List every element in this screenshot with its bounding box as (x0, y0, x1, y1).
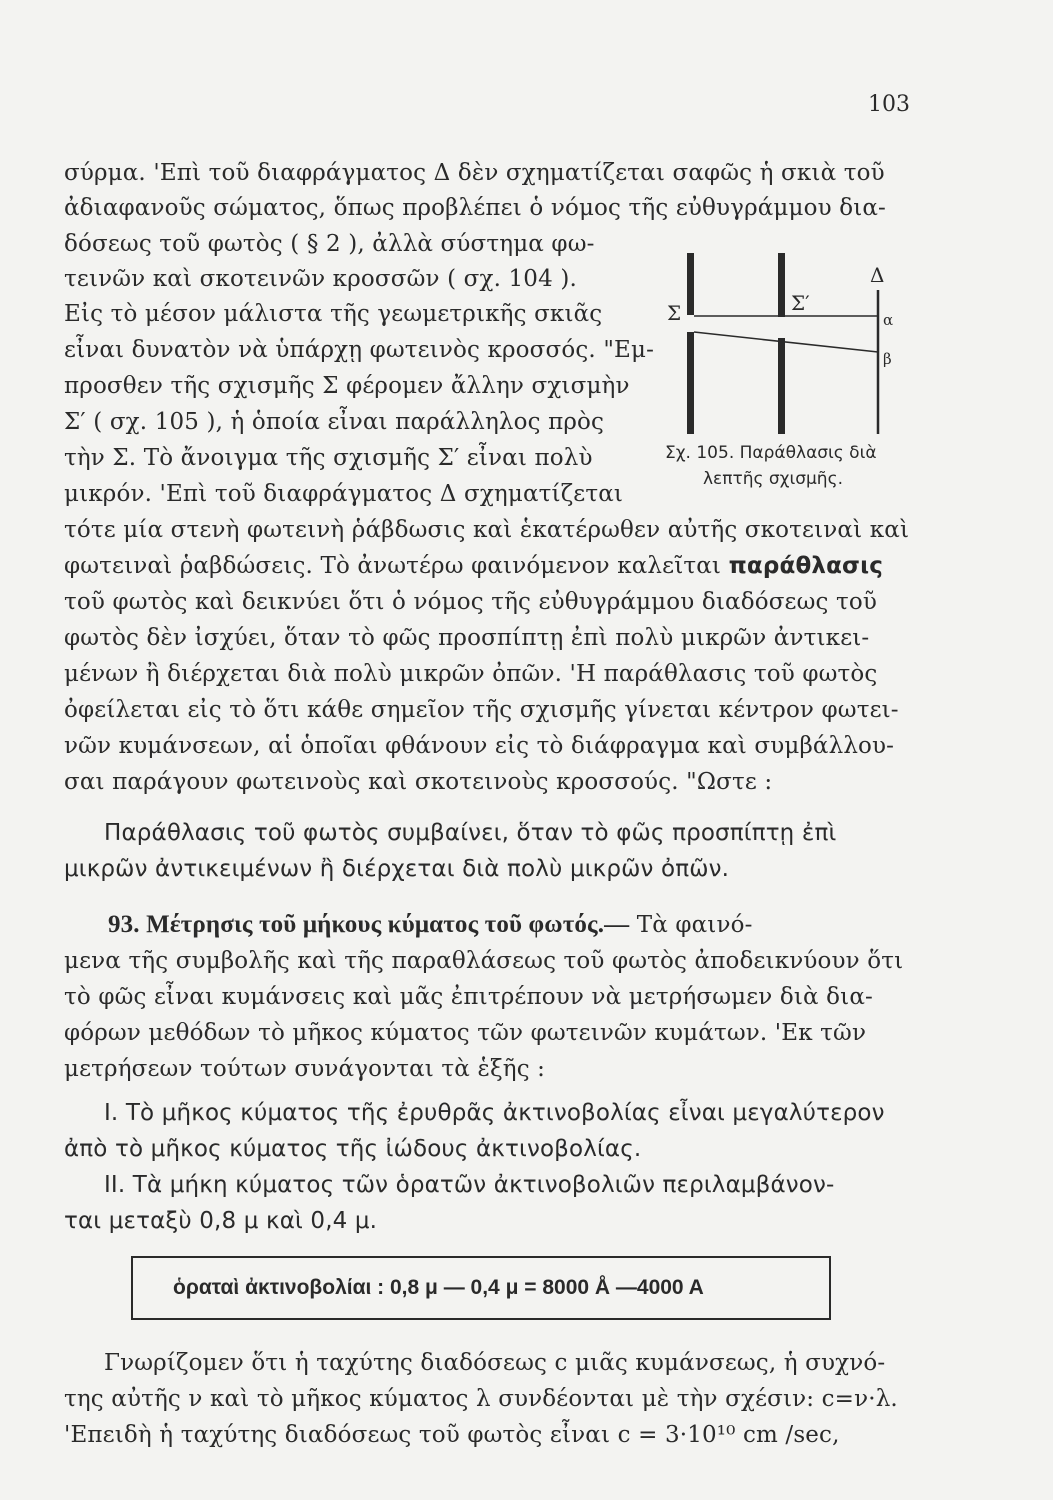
text-line: τὴν Σ. Τὸ ἄνοιγμα τῆς σχισμῆς Σ′ εἶναι πολὺ (64, 445, 593, 471)
text-line: μένων ἢ διέρχεται διὰ πολὺ μικρῶν ὀπῶν. 'Η παράθλασις τοῦ φωτὸς (64, 661, 878, 687)
item-ii-line1: II. Τὰ μήκη κύματος τῶν ὁρατῶν ἀκτινοβολιῶν περιλαμβάνον- (104, 1172, 835, 1198)
text-line: νῶν κυμάνσεων, αἱ ὁποῖαι φθάνουν εἰς τὸ διάφραγμα καὶ συμβάλλου- (64, 733, 895, 759)
label-alpha: α (883, 311, 894, 329)
ray-bottom (694, 332, 878, 352)
text-span: φωτειναὶ ῥαβδώσεις. Τὸ ἀνωτέρω φαινόμενον καλεῖται (64, 553, 729, 579)
text-line: εἶναι δυνατὸν νὰ ὑπάρχῃ φωτεινὸς κροσσός. "Εμ- (64, 337, 655, 363)
slit-sigma-prime-bottom (778, 338, 785, 434)
item-i-line1: I. Τὸ μῆκος κύματος τῆς ἐρυθρᾶς ἀκτινοβολίας εἶναι μεγαλύτερον (104, 1100, 885, 1126)
section-93-first-line (108, 912, 753, 938)
formula-visible-range: ὁραταὶ ἀκτινοβολίαι : 0,8 μ — 0,4 μ = 8000 Å —4000 A (173, 1276, 704, 1299)
text-line: φωτὸς δὲν ἰσχύει, ὅταν τὸ φῶς προσπίπτῃ ἐπὶ πολὺ μικρῶν ἀντικει- (64, 625, 870, 651)
text-line: της αὐτῆς ν καὶ τὸ μῆκος κύματος λ συνδέονται μὲ τὴν σχέσιν: c=ν·λ. (64, 1386, 898, 1412)
figure-105-diagram (660, 250, 905, 445)
figure-caption-line1: Σχ. 105. Παράθλασις διὰ (665, 443, 877, 463)
text-line: Γνωρίζομεν ὅτι ἡ ταχύτης διαδόσεως c μιᾶς κυμάνσεως, ἡ συχνό- (104, 1350, 886, 1376)
slit-sigma-bottom (687, 332, 694, 434)
text-line (64, 553, 883, 579)
text-span: Τὰ φαινό- (629, 912, 753, 938)
term-bold: παράθλασις (728, 553, 884, 579)
formula-box (131, 1256, 831, 1320)
text-line: 'Επειδὴ ἡ ταχύτης διαδόσεως τοῦ φωτὸς εἶναι c = 3·10¹⁰ cm /sec, (64, 1422, 840, 1448)
section-heading: 93. Μέτρησις τοῦ μήκους κύματος τοῦ φωτός.— (108, 911, 630, 938)
text-line: σύρμα. 'Επὶ τοῦ διαφράγματος Δ δὲν σχηματίζεται σαφῶς ἡ σκιὰ τοῦ (64, 160, 885, 186)
text-line: μενα τῆς συμβολῆς καὶ τῆς παραθλάσεως τοῦ φωτὸς ἀποδεικνύουν ὅτι (64, 948, 904, 974)
rule-statement-line2: μικρῶν ἀντικειμένων ἢ διέρχεται διὰ πολὺ μικρῶν ὀπῶν. (64, 856, 730, 882)
text-line: ἀδιαφανοῦς σώματος, ὅπως προβλέπει ὁ νόμος τῆς εὐθυγράμμου δια- (64, 195, 886, 221)
text-line: τὸ φῶς εἶναι κυμάνσεις καὶ μᾶς ἐπιτρέπουν νὰ μετρήσωμεν διὰ δια- (64, 984, 873, 1010)
text-line: μικρόν. 'Επὶ τοῦ διαφράγματος Δ σχηματίζεται (64, 481, 624, 507)
figure-caption-line2: λεπτῆς σχισμῆς. (703, 469, 843, 489)
text-line: τοῦ φωτὸς καὶ δεικνύει ὅτι ὁ νόμος τῆς εὐθυγράμμου διαδόσεως τοῦ (64, 589, 878, 615)
text-line: Εἰς τὸ μέσον μάλιστα τῆς γεωμετρικῆς σκιᾶς (64, 301, 603, 327)
label-sigma: Σ (667, 301, 682, 325)
text-line: Σ′ ( σχ. 105 ), ἡ ὁποία εἶναι παράλληλος πρὸς (64, 409, 605, 435)
text-line: ὀφείλεται εἰς τὸ ὅτι κάθε σημεῖον τῆς σχισμῆς γίνεται κέντρον φωτει- (64, 697, 899, 723)
text-line: σαι παράγουν φωτεινοὺς καὶ σκοτεινοὺς κροσσούς. "Ωστε : (64, 769, 773, 795)
slit-sigma-top (687, 253, 694, 315)
text-line: τεινῶν καὶ σκοτεινῶν κροσσῶν ( σχ. 104 ). (64, 266, 577, 292)
item-i-line2: ἀπὸ τὸ μῆκος κύματος τῆς ἰώδους ἀκτινοβολίας. (64, 1136, 642, 1162)
item-ii-line2: ται μεταξὺ 0,8 μ καὶ 0,4 μ. (64, 1208, 378, 1234)
rule-statement-line1: Παράθλασις τοῦ φωτὸς συμβαίνει, ὅταν τὸ φῶς προσπίπτῃ ἐπὶ (104, 820, 837, 846)
text-line: φόρων μεθόδων τὸ μῆκος κύματος τῶν φωτεινῶν κυμάτων. 'Εκ τῶν (64, 1020, 867, 1046)
text-line: μετρήσεων τούτων συνάγονται τὰ ἑξῆς : (64, 1056, 546, 1082)
label-beta: β (883, 350, 892, 368)
text-line: προσθεν τῆς σχισμῆς Σ φέρομεν ἄλλην σχισμὴν (64, 373, 630, 399)
slit-sigma-prime-top (778, 253, 785, 317)
label-delta: Δ (870, 263, 885, 287)
text-line: δόσεως τοῦ φωτὸς ( § 2 ), ἀλλὰ σύστημα φω- (64, 231, 595, 257)
page-number: 103 (868, 92, 910, 117)
text-line: τότε μία στενὴ φωτεινὴ ῥάβδωσις καὶ ἑκατέρωθεν αὐτῆς σκοτειναὶ καὶ (64, 517, 910, 543)
label-sigma-prime: Σ′ (791, 291, 810, 315)
